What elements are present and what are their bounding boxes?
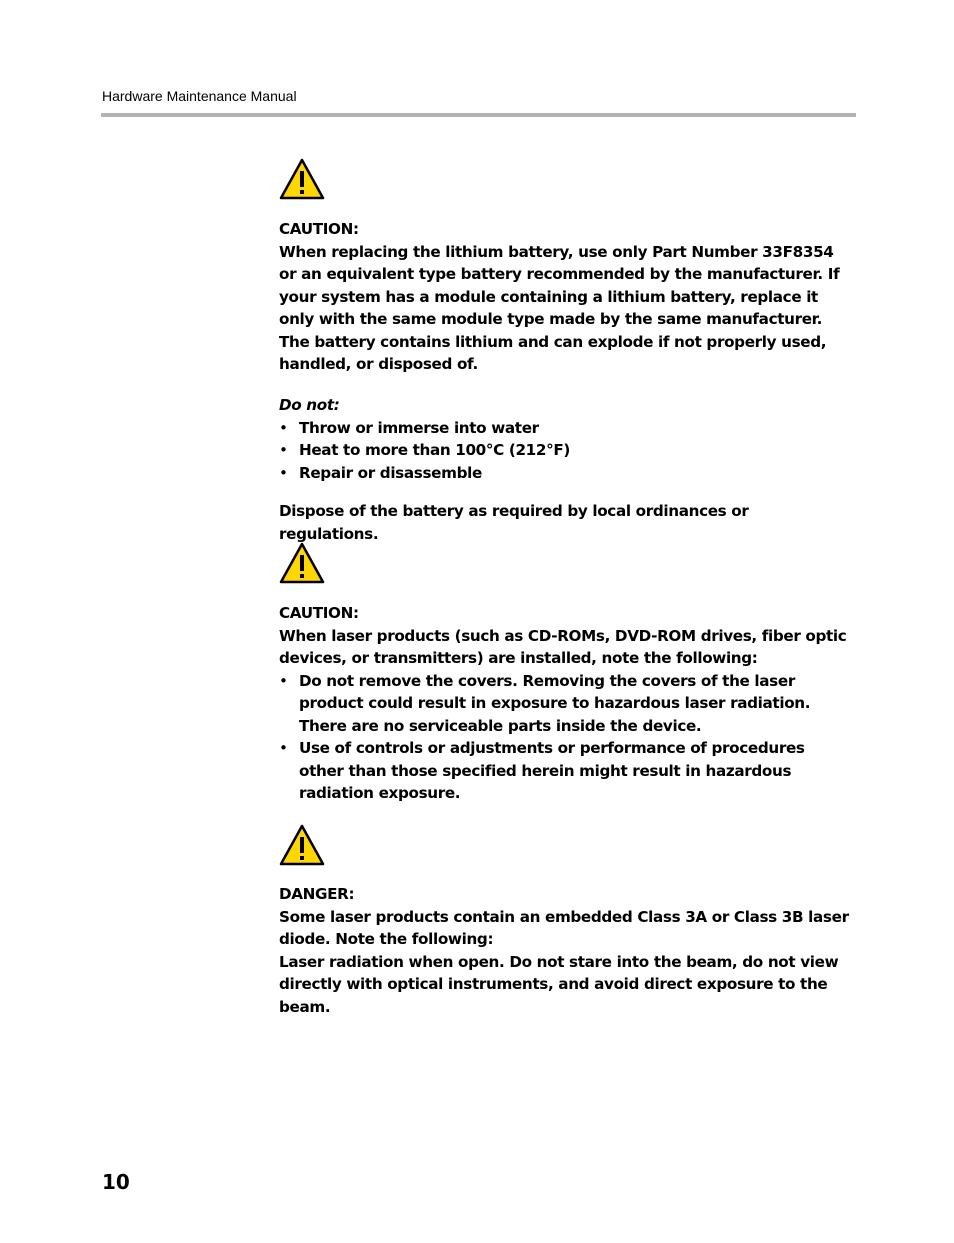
danger-text-2: Laser radiation when open. Do not stare into the beam, do not view directly with optical instruments, and avoid direct exposure to the beam. (279, 952, 839, 1016)
caution-1 (279, 218, 851, 376)
list-item: • Repair or disassemble (279, 462, 851, 485)
danger-text: Some laser products contain an embedded Class 3A or Class 3B laser diode. Note the following: (279, 907, 849, 948)
caution-2-label: CAUTION: (279, 604, 359, 622)
warning-triangle-icon (279, 824, 325, 866)
do-not-label: Do not: (279, 396, 340, 414)
caution-1-text: When replacing the lithium battery, use only Part Number 33F8354 or an equivalent type battery recommended by the manufacturer. If your system has a module containing a lithium battery, replace it only with the same module type made by the same manufacturer. The battery contains lithium and can explode if not properly used, handled, or disposed of. (279, 242, 840, 373)
do-not-section (279, 394, 851, 484)
caution-1-label: CAUTION: (279, 220, 359, 238)
caution-2 (279, 602, 851, 805)
page-number: 10 (102, 1170, 130, 1194)
danger-label: DANGER: (279, 885, 355, 903)
running-header: Hardware Maintenance Manual (102, 88, 297, 104)
dispose-paragraph: Dispose of the battery as required by local ordinances or regulations. (279, 502, 749, 543)
caution-2-text: When laser products (such as CD-ROMs, DVD-ROM drives, fiber optic devices, or transmitters) are installed, note the following: (279, 626, 847, 667)
warning-triangle-icon (279, 542, 325, 584)
do-not-list (279, 417, 851, 485)
danger (279, 883, 851, 1018)
list-item: • Use of controls or adjustments or performance of procedures other than those specified herein might result in hazardous radiation exposure. (279, 737, 851, 805)
list-item: • Heat to more than 100°C (212°F) (279, 439, 851, 462)
list-item: • Do not remove the covers. Removing the covers of the laser product could result in exposure to hazardous laser radiation. There are no serviceable parts inside the device. (279, 670, 851, 738)
list-item: • Throw or immerse into water (279, 417, 851, 440)
caution-2-list (279, 670, 851, 805)
header-rule (101, 113, 856, 117)
warning-triangle-icon (279, 158, 325, 200)
